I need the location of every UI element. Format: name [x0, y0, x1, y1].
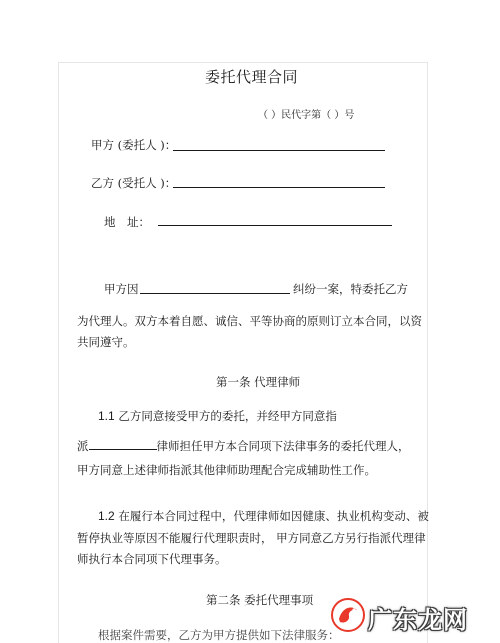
page-title: 委托代理合同 — [205, 68, 299, 86]
watermark-text: 广东龙网 — [368, 606, 468, 634]
clause-text-post: 律师担任甲方本合同项下法律事务的委托代理人， — [156, 439, 410, 453]
article1-p1-line2 — [77, 438, 410, 454]
lawyer-blank — [89, 438, 157, 450]
intro-line3: 共同遵守。 — [77, 335, 135, 349]
intro-line1-post: 纠纷一案，特委托乙方 — [293, 282, 408, 296]
clause-number: 1.1 — [98, 409, 115, 423]
dispute-blank — [140, 293, 290, 294]
article1-p2-line3: 师执行本合同项下代理事务。 — [77, 552, 227, 566]
clause-number: 1.2 — [98, 509, 115, 523]
article1-heading: 第一条 代理律师 — [216, 375, 301, 389]
intro-line1-pre: 甲方因 — [104, 282, 139, 296]
article1-p1-line1 — [98, 408, 337, 424]
watermark-logo — [330, 596, 495, 634]
party-a-label: 甲方 (委托人 )： — [91, 138, 177, 152]
clause-text: 乙方同意接受甲方的委托，并经甲方同意指 — [118, 409, 337, 423]
article2-partial-line: 根据案件需要，乙方为甲方提供如下法律服务： — [98, 628, 340, 642]
article1-p2-line1 — [98, 508, 429, 524]
party-a-blank — [173, 150, 385, 151]
party-b-blank — [173, 187, 385, 188]
clause-text-pre: 派 — [77, 439, 89, 453]
article2-heading: 第二条 委托代理事项 — [206, 593, 314, 607]
article1-p2-line2: 暂停执业等原因不能履行代理职责时， 甲方同意乙方另行指派代理律 — [77, 531, 426, 545]
article1-p1-line3: 甲方同意上述律师指派其他律师助理配合完成辅助性工作。 — [77, 463, 376, 477]
address-blank — [158, 225, 392, 226]
intro-line2: 为代理人。双方本着自愿、诚信、平等协商的原则订立本合同，以资 — [77, 314, 422, 328]
case-number: （ ）民代字第（ ）号 — [258, 110, 355, 121]
clause-text: 在履行本合同过程中，代理律师如因健康、执业机构变动、被 — [118, 509, 429, 523]
dragon-icon — [330, 597, 366, 633]
party-b-label: 乙方 (受托人 )： — [91, 176, 177, 190]
address-label: 地 址： — [104, 215, 150, 229]
